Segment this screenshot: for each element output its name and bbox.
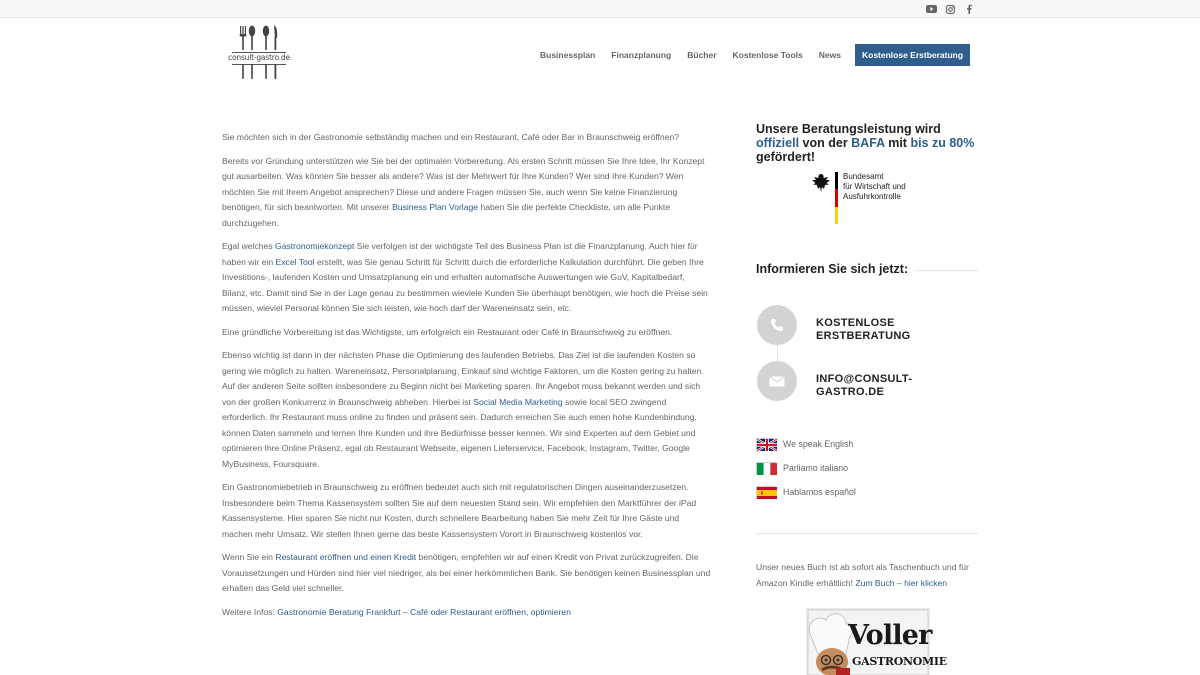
promo-text: von der: [799, 136, 852, 150]
book-promo-text: [756, 560, 981, 591]
language-italian: [756, 461, 848, 475]
cutlery-handles-icon: [228, 64, 290, 82]
contact-erstberatung[interactable]: KOSTENLOSE ERSTBERATUNG: [816, 317, 911, 342]
top-social-bar: [0, 0, 1200, 18]
paragraph-text: Wenn Sie ein: [222, 552, 276, 562]
paragraph-kassensystem: [222, 480, 712, 542]
language-spanish: [756, 485, 856, 499]
contact-email[interactable]: INFO@CONSULT-GASTRO.DE: [816, 373, 913, 398]
nav-item-businessplan[interactable]: Businessplan: [540, 50, 596, 60]
paragraph-optimization: [222, 348, 712, 472]
promo-text: mit: [884, 136, 911, 150]
paragraph-finance: [222, 239, 712, 317]
social-media-marketing-link[interactable]: Social Media Marketing: [473, 396, 563, 407]
paragraph-kredit: [222, 550, 712, 597]
language-label: Parliamo italiano: [783, 463, 849, 473]
spain-flag-icon: [756, 486, 776, 498]
phone-icon[interactable]: [757, 305, 797, 345]
paragraph-text: Weitere Infos:: [222, 606, 278, 617]
gastronomiekonzept-link[interactable]: Gastronomiekonzept: [275, 241, 355, 251]
bafa-logo: [808, 172, 928, 226]
language-label: We speak English: [783, 439, 854, 449]
nav-item-buecher[interactable]: Bücher: [687, 50, 717, 60]
book-text: Unser neues Buch ist ab sofort als Taschenbuch und für Amazon Kindle erhältlich!: [756, 562, 969, 588]
paragraph-success: [222, 325, 712, 341]
cutlery-icon: [228, 24, 290, 52]
book-cover[interactable]: [806, 608, 947, 675]
book-link[interactable]: Zum Buch – hier klicken: [855, 577, 948, 588]
promo-text: Unsere Beratungsleistung wird: [756, 122, 941, 136]
envelope-icon[interactable]: [757, 361, 797, 401]
site-logo[interactable]: [228, 24, 290, 82]
excel-tool-link[interactable]: Excel Tool: [275, 256, 315, 267]
business-plan-vorlage-link[interactable]: Business Plan Vorlage: [392, 202, 479, 212]
paragraph-text: haben Sie die perfekte Checkliste, um alle Punkte durchzugehen.: [222, 202, 671, 228]
paragraph-intro: [222, 130, 712, 146]
book-cover-title: Voller: [848, 620, 932, 651]
paragraph-text: Bereits vor Gründung unterstützen wie Sie bei der optimalen Vorbereitung. Als ersten Schritt müssen Sie Ihre Idee, Ihr Konzept gut ausarbeiten. Was können Sie besser als andere? Was ist der Mehrwert für Ihre Kunden? Wer sind Ihre Kunden? Wen möchten Sie mit Ihrem Angebot ansprechen? Diese und andere Fragen müssen Sie, auch wenn Sie keine Finanzierung benötigen, für sich beantworten. Mit unserer: [222, 155, 705, 212]
language-english: [756, 437, 853, 451]
paragraph-more-info: [222, 605, 712, 621]
info-heading: Informieren Sie sich jetzt:: [756, 262, 909, 276]
restaurant-kredit-link[interactable]: Restaurant eröffnen und einen Kredit: [275, 552, 417, 562]
logo-text: consult-gastro.de: [228, 53, 290, 62]
paragraph-text: sowie local SEO zwingend erforderlich. Ihr Restaurant muss online zu finden und präsent sein. Dadurch erreichen Sie auch einen hohe Kundenbindung, können Daten sammeln und lernen Ihre Kunden und ihre Bedürfnisse besser kennen. Wir sind Experten auf dem Gebiet und optimieren Ihre Online Präsenz, egal ob Restaurant Webseite, eigenen Lieferservice, Facebook, Instagram, Twitter, Google MyBusiness, Foursquare.: [222, 396, 697, 469]
paragraph-text: benötigen, empfehlen wir auf einen Kredit von Privat zurückzugreifen. Die Voraussetzungen und Hürden sind hier viel niedriger, als bei einer herkömmlichen Bank. Sie benötigen keinen Businessplan und erhalten das Geld viel schneller.: [222, 552, 711, 593]
language-label: Hablamos español: [783, 487, 856, 497]
erstberatung-button[interactable]: Kostenlose Erstberatung: [855, 44, 970, 66]
beratung-frankfurt-link[interactable]: Gastronomie Beratung Frankfurt – Café oder Restaurant eröffnen, optimieren: [277, 606, 571, 617]
main-content: [222, 130, 712, 628]
bafa-promo-heading: [756, 122, 978, 164]
nav-item-news[interactable]: News: [818, 50, 841, 60]
youtube-icon[interactable]: [924, 2, 938, 16]
promo-highlight: BAFA: [851, 136, 885, 150]
paragraph-text: Ein Gastronomiebetrieb in Braunschweig zu eröffnen bedeutet auch sich mit regulatorischen Dingen auseinanderzusetzen. Insbesondere beim Thema Kassensystem sollten Sie auf dem neuesten Stand sein. Wir empfehlen den Marktführer der iPad Kassensysteme. Hier sparen Sie nicht nur Kosten, durch schnellere Bearbeitung haben Sie mehr Zeit für Ihre Gäste und machen mehr Umsatz. Wir stellen Ihnen gerne das beste Kassensystem Vorort in Braunschweig kostenlos vor.: [222, 482, 697, 539]
paragraph-preparation: [222, 154, 712, 232]
bafa-text: Bundesamt für Wirtschaft und Ausfuhrkontrolle: [843, 172, 906, 201]
paragraph-text: Sie möchten sich in der Gastronomie selbständig machen und ein Restaurant, Café oder Bar in Braunschweig eröffnen?: [222, 132, 680, 142]
heading-rule: [915, 270, 978, 271]
nav-item-kostenlose-tools[interactable]: Kostenlose Tools: [732, 50, 803, 60]
german-flag-stripe: [835, 172, 838, 224]
uk-flag-icon: [756, 438, 776, 450]
paragraph-text: Eine gründliche Vorbereitung ist das Wichtigste, um erfolgreich ein Restaurant oder Café in Braunschweig zu eröffnen.: [222, 326, 673, 337]
book-cover-subtitle: GASTRONOMIE: [852, 655, 947, 668]
italy-flag-icon: [756, 462, 776, 474]
paragraph-text: erstellt, was Sie genau Schritt für Schritt durch die erforderliche Kalkulation durchführt. Die geben Ihre Investitions-, laufenden Kosten und Umsatzplanung ein und erhalten automatische Auswertungen wie GuV, Kapitalbedarf, Bilanz, etc. Damit sind Sie in der Lage genau zu bestimmen wieviele Kunden Sie überhaupt benötigen, wie hoch die Preise sein müssen, wieviel Personal können Sie sich leisten, wie hoch darf der Wareneinsatz sein, etc.: [222, 256, 708, 313]
facebook-icon[interactable]: [962, 2, 976, 16]
main-nav: [540, 44, 970, 66]
promo-highlight: bis zu 80%: [910, 136, 975, 150]
instagram-icon[interactable]: [943, 2, 957, 16]
paragraph-text: Sie verfolgen ist der wichtigste Teil des Business Plan ist die Finanzplanung. Auch hier für haben wir ein: [222, 241, 698, 267]
paragraph-text: Egal welches: [222, 241, 276, 251]
paragraph-text: Ebenso wichtig ist dann in der nächsten Phase die Optimierung des laufenden Betriebs. Das Ziel ist die laufenden Kosten so gering wie möglich zu halten. Wareneinsatz, Personalplanung, Einkauf sind wichtige Faktoren, um die Kosten gering zu halten. Auf der anderen Seite sollten insbesondere zu Beginn nicht bei Marketing sparen. Ihr Angebot muss bekannt werden und sich von der großen Konkurrenz in Braunschweig abheben. Hierbei ist: [222, 350, 704, 407]
promo-highlight: offiziell: [756, 136, 800, 150]
promo-text: gefördert!: [756, 150, 816, 164]
sidebar-divider: [756, 533, 978, 534]
nav-item-finanzplanung[interactable]: Finanzplanung: [611, 50, 672, 60]
federal-eagle-icon: [810, 172, 832, 194]
